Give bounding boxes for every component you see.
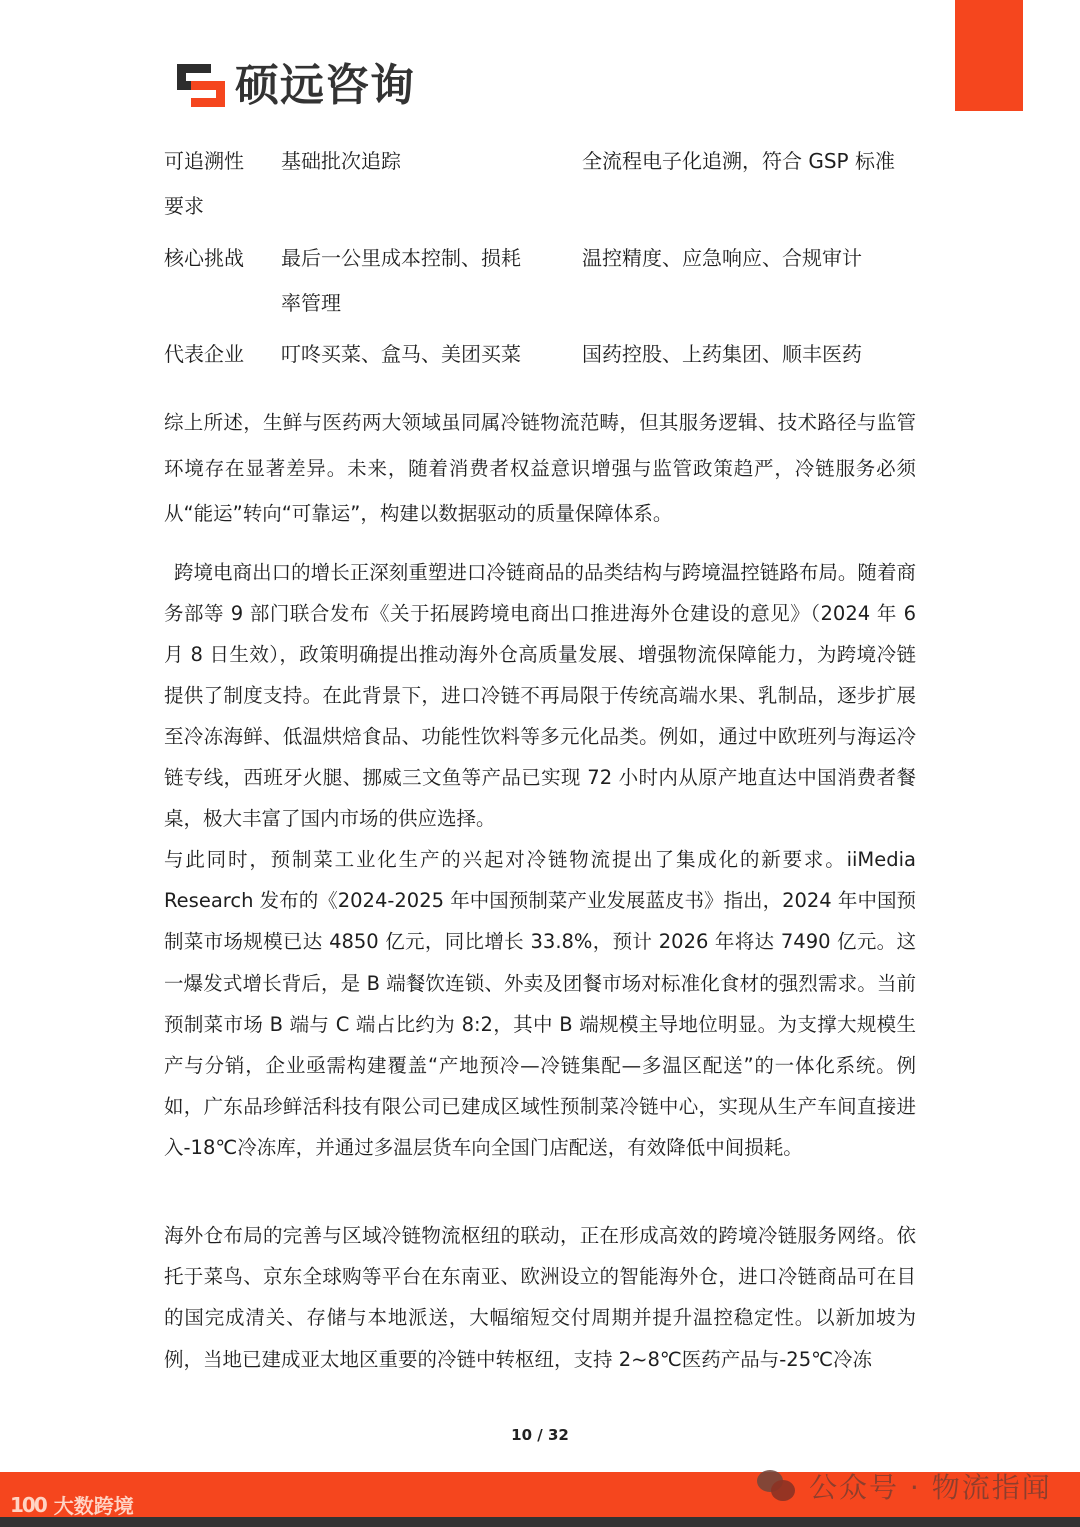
right-watermark-text: 公众号 · 物流指闻 [809,1471,1052,1504]
pharma-cell: 全流程电子化追溯，符合 GSP 标准 [582,149,895,173]
page-number: 10 / 32 [511,1426,569,1444]
fresh-cell: 叮咚买菜、盒马、美团买菜 [281,342,521,366]
dashu-logo-icon: 100 [10,1492,46,1517]
pharma-cell: 温控精度、应急响应、合规审计 [582,246,862,270]
left-watermark-text: 大数跨境 [53,1494,134,1518]
paragraph-prepared-food: 与此同时，预制菜工业化生产的兴起对冷链物流提出了集成化的新要求。iiMedia Research 发布的《2024-2025 年中国预制菜产业发展蓝皮书》指出，2024 年中国预制菜市场规模已达 4850 亿元，同比增长 33.8%，预计 2026 年将达 7490 亿元。这一爆发式增长背后，是 B 端餐饮连锁、外卖及团餐市场对标准化食材的强烈需求。当前预制菜市场 B 端与 C 端占比约为 8:2，其中 B 端规模主导地位明显。为支撑大规模生产与分销，企业亟需构建覆盖“产地预冷—冷链集配—多温区配送”的一体化系统。例如，广东品珍鲜活科技有限公司已建成区域性预制菜冷链中心，实现从生产车间直接进入-18℃冷冻库，并通过多温层货车向全国门店配送，有效降低中间损耗。 [164,848,916,1160]
right-watermark [757,1466,1052,1506]
logo-text: 硕远咨询 [235,60,415,111]
company-logo [177,60,415,112]
paragraph-overseas-warehouse: 海外仓布局的完善与区域冷链物流枢纽的联动，正在形成高效的跨境冷链服务网络。依托于菜鸟、京东全球购等平台在东南亚、欧洲设立的智能海外仓，进口冷链商品可在目的国完成清关、存储与本地派送，大幅缩短交付周期并提升温控稳定性。以新加坡为例，当地已建成亚太地区重要的冷链中转枢纽，支持 2~8℃医药产品与-25℃冷冻 [164,1224,916,1371]
paragraph-cross-border: 跨境电商出口的增长正深刻重塑进口冷链商品的品类结构与跨境温控链路布局。随着商务部等 9 部门联合发布《关于拓展跨境电商出口推进海外仓建设的意见》（2024 年 6 月 8 日生效），政策明确提出推动海外仓高质量发展、增强物流保障能力，为跨境冷链提供了制度支持。在此背景下，进口冷链不再局限于传统高端水果、乳制品，逐步扩展至冷冻海鲜、低温烘焙食品、功能性饮料等多元化品类。例如，通过中欧班列与海运冷链专线，西班牙火腿、挪威三文鱼等产品已实现 72 小时内从原产地直达中国消费者餐桌，极大丰富了国内市场的供应选择。 [164,561,916,830]
fresh-cell: 基础批次追踪 [281,149,401,173]
paragraph-summary: 综上所述，生鲜与医药两大领域虽同属冷链物流范畴，但其服务逻辑、技术路径与监管环境存在显著差异。未来，随着消费者权益意识增强与监管政策趋严，冷链服务必须从“能运”转向“可靠运”，构建以数据驱动的质量保障体系。 [164,411,916,525]
fresh-cell: 最后一公里成本控制、损耗 率管理 [281,246,521,315]
row-label: 可追溯性 要求 [164,149,244,218]
row-label: 代表企业 [164,342,244,366]
corner-accent-block [955,0,1023,111]
pharma-cell: 国药控股、上药集团、顺丰医药 [582,342,862,366]
left-watermark [10,1490,134,1519]
footer-dark-strip [0,1517,1080,1527]
row-label: 核心挑战 [164,246,244,270]
wechat-icon [757,1470,797,1502]
logo-mark-icon [177,64,227,108]
